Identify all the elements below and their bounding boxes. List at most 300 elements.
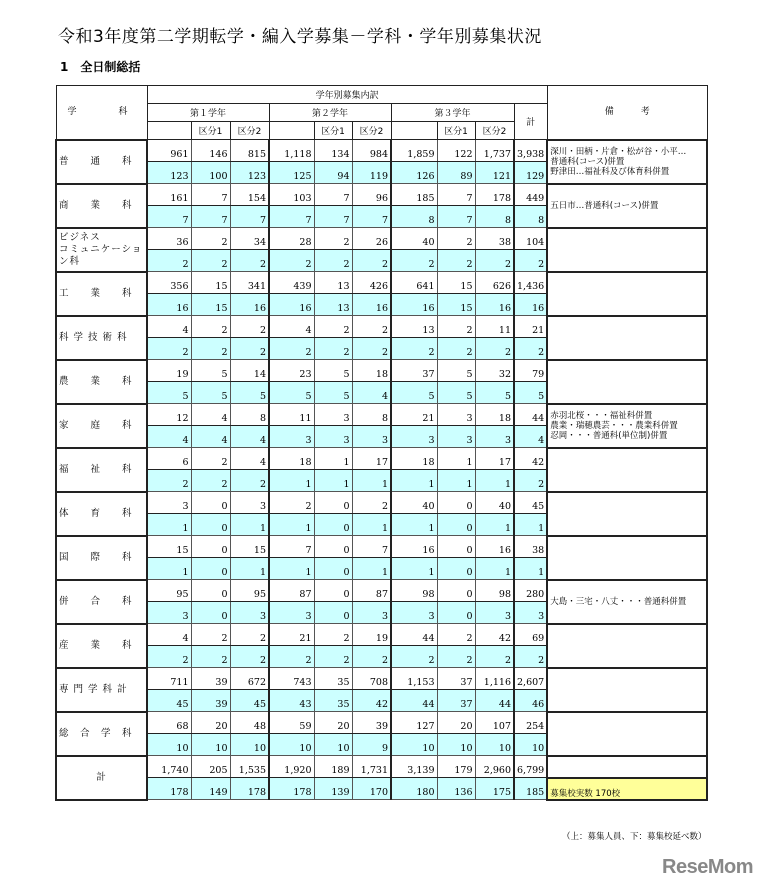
- school-count-cell: 42: [352, 690, 391, 712]
- school-count-cell: 15: [437, 294, 475, 316]
- school-count-cell: 185: [514, 778, 547, 800]
- enrollment-cell: 2: [269, 492, 314, 514]
- enrollment-cell: 16: [475, 536, 514, 558]
- school-count-cell: 4: [230, 426, 269, 448]
- enrollment-cell: 0: [437, 536, 475, 558]
- enrollment-cell: 37: [391, 360, 437, 382]
- enrollment-cell: 5: [437, 360, 475, 382]
- school-count-cell: 1: [391, 470, 437, 492]
- school-count-cell: 1: [352, 514, 391, 536]
- school-count-cell: 1: [230, 558, 269, 580]
- school-count-cell: 3: [147, 602, 191, 624]
- school-count-cell: 3: [437, 426, 475, 448]
- header-div1: 区分1: [191, 122, 230, 140]
- school-count-cell: 170: [352, 778, 391, 800]
- enrollment-cell: 984: [352, 140, 391, 162]
- school-count-cell: 149: [191, 778, 230, 800]
- enrollment-cell: 2: [437, 228, 475, 250]
- school-count-cell: 2: [514, 470, 547, 492]
- school-count-cell: 4: [352, 382, 391, 404]
- enrollment-cell: 15: [147, 536, 191, 558]
- enrollment-cell: 11: [269, 404, 314, 426]
- school-count-cell: 2: [191, 646, 230, 668]
- enrollment-cell: 189: [314, 756, 352, 778]
- school-count-cell: 1: [269, 558, 314, 580]
- school-count-cell: 10: [269, 734, 314, 756]
- school-count-cell: 7: [314, 206, 352, 228]
- school-count-cell: 1: [437, 470, 475, 492]
- school-count-cell: 5: [147, 382, 191, 404]
- school-count-cell: 136: [437, 778, 475, 800]
- school-count-cell: 2: [475, 250, 514, 272]
- school-count-cell: 5: [269, 382, 314, 404]
- enrollment-cell: 2: [314, 316, 352, 338]
- school-count-cell: 45: [230, 690, 269, 712]
- school-count-cell: 119: [352, 162, 391, 184]
- enrollment-cell: 38: [475, 228, 514, 250]
- notes-cell: [547, 668, 707, 712]
- school-total-note: 募集校実数 170校: [547, 778, 707, 800]
- school-count-cell: 2: [514, 250, 547, 272]
- school-count-cell: 15: [191, 294, 230, 316]
- enrollment-cell: 8: [352, 404, 391, 426]
- school-count-cell: 3: [352, 426, 391, 448]
- table-row: [56, 228, 707, 250]
- enrollment-cell: 95: [230, 580, 269, 602]
- enrollment-cell: 21: [391, 404, 437, 426]
- subject-label: 計: [56, 756, 147, 800]
- enrollment-cell: 6: [147, 448, 191, 470]
- school-count-cell: 2: [352, 338, 391, 360]
- enrollment-cell: 16: [391, 536, 437, 558]
- enrollment-cell: 20: [191, 712, 230, 734]
- enrollment-cell: 18: [475, 404, 514, 426]
- school-count-cell: 0: [314, 558, 352, 580]
- table-row: [56, 756, 707, 778]
- school-count-cell: 10: [230, 734, 269, 756]
- school-count-cell: 5: [514, 382, 547, 404]
- enrollment-cell: 32: [475, 360, 514, 382]
- enrollment-cell: 161: [147, 184, 191, 206]
- enrollment-cell: 20: [437, 712, 475, 734]
- enrollment-cell: 2,607: [514, 668, 547, 690]
- enrollment-cell: 17: [352, 448, 391, 470]
- school-count-cell: 10: [314, 734, 352, 756]
- enrollment-cell: 0: [437, 580, 475, 602]
- footnote: （上：募集人員、下：募集校延べ数）: [562, 832, 707, 842]
- enrollment-cell: 19: [352, 624, 391, 646]
- enrollment-cell: 39: [191, 668, 230, 690]
- page-title: 令和3年度第二学期転学・編入学募集－学科・学年別募集状況: [58, 27, 542, 47]
- enrollment-cell: 21: [269, 624, 314, 646]
- school-count-cell: 16: [269, 294, 314, 316]
- enrollment-cell: 2,960: [475, 756, 514, 778]
- school-count-cell: 46: [514, 690, 547, 712]
- notes-cell: 深川・田柄・片倉・松が谷・小平… 普通科(コース)併置 野津田…福祉科及び体育科併置: [547, 140, 707, 184]
- school-count-cell: 1: [352, 470, 391, 492]
- enrollment-cell: 42: [475, 624, 514, 646]
- enrollment-cell: 40: [391, 492, 437, 514]
- school-count-cell: 3: [391, 602, 437, 624]
- enrollment-cell: 35: [314, 668, 352, 690]
- enrollment-cell: 672: [230, 668, 269, 690]
- enrollment-cell: 1: [314, 448, 352, 470]
- enrollment-cell: 98: [391, 580, 437, 602]
- school-count-cell: 2: [147, 250, 191, 272]
- enrollment-cell: 15: [191, 272, 230, 294]
- school-count-cell: 2: [230, 250, 269, 272]
- enrollment-cell: 3,139: [391, 756, 437, 778]
- enrollment-cell: 104: [514, 228, 547, 250]
- table-row: [56, 448, 707, 470]
- enrollment-cell: 38: [514, 536, 547, 558]
- enrollment-cell: 2: [191, 624, 230, 646]
- enrollment-cell: 1,731: [352, 756, 391, 778]
- enrollment-cell: 45: [514, 492, 547, 514]
- school-count-cell: 123: [147, 162, 191, 184]
- school-count-cell: 2: [147, 470, 191, 492]
- header-div2: 区分2: [475, 122, 514, 140]
- enrollment-cell: 8: [230, 404, 269, 426]
- school-count-cell: 8: [514, 206, 547, 228]
- school-count-cell: 2: [191, 470, 230, 492]
- school-count-cell: 1: [147, 514, 191, 536]
- enrollment-cell: 7: [352, 536, 391, 558]
- enrollment-cell: 0: [314, 492, 352, 514]
- resemom-logo: ReseMom: [662, 856, 753, 878]
- enrollment-cell: 2: [230, 624, 269, 646]
- header-div2: 区分2: [230, 122, 269, 140]
- school-count-cell: 4: [147, 426, 191, 448]
- enrollment-cell: 79: [514, 360, 547, 382]
- school-count-cell: 7: [352, 206, 391, 228]
- enrollment-cell: 13: [391, 316, 437, 338]
- header-div1: 区分1: [437, 122, 475, 140]
- table-row-schools: [56, 778, 707, 800]
- enrollment-cell: 626: [475, 272, 514, 294]
- school-count-cell: 0: [437, 558, 475, 580]
- enrollment-cell: 2: [352, 492, 391, 514]
- notes-cell: [547, 624, 707, 668]
- school-count-cell: 94: [314, 162, 352, 184]
- enrollment-cell: 439: [269, 272, 314, 294]
- table-row: [56, 536, 707, 558]
- school-count-cell: 10: [191, 734, 230, 756]
- enrollment-cell: 7: [191, 184, 230, 206]
- table-row: [56, 360, 707, 382]
- school-count-cell: 2: [391, 250, 437, 272]
- enrollment-cell: 1,535: [230, 756, 269, 778]
- enrollment-cell: 0: [314, 536, 352, 558]
- enrollment-cell: 69: [514, 624, 547, 646]
- enrollment-cell: 18: [269, 448, 314, 470]
- enrollment-cell: 107: [475, 712, 514, 734]
- enrollment-cell: 103: [269, 184, 314, 206]
- enrollment-cell: 2: [314, 624, 352, 646]
- school-count-cell: 1: [475, 470, 514, 492]
- header-grade-3: 第３学年: [391, 104, 514, 122]
- enrollment-cell: 815: [230, 140, 269, 162]
- school-count-cell: 178: [230, 778, 269, 800]
- notes-cell: [547, 756, 707, 778]
- school-count-cell: 180: [391, 778, 437, 800]
- notes-cell: [547, 228, 707, 272]
- school-count-cell: 178: [147, 778, 191, 800]
- notes-cell: 赤羽北桜・・・福祉科併置 農業・瑞穂農芸・・・農業科併置 忍岡・・・普通科(単位制)併置: [547, 404, 707, 448]
- enrollment-cell: 12: [147, 404, 191, 426]
- school-count-cell: 1: [269, 514, 314, 536]
- school-count-cell: 7: [437, 206, 475, 228]
- header-div2: 区分2: [352, 122, 391, 140]
- school-count-cell: 0: [191, 514, 230, 536]
- table-row: [56, 272, 707, 294]
- header-div1: 区分1: [314, 122, 352, 140]
- enrollment-cell: 48: [230, 712, 269, 734]
- subject-label: 専 門 学 科 計: [56, 668, 147, 712]
- enrollment-cell: 711: [147, 668, 191, 690]
- school-count-cell: 2: [352, 250, 391, 272]
- enrollment-cell: 6,799: [514, 756, 547, 778]
- enrollment-cell: 178: [475, 184, 514, 206]
- recruitment-table: [55, 85, 708, 801]
- school-count-cell: 2: [269, 250, 314, 272]
- notes-cell: [547, 272, 707, 316]
- enrollment-cell: 743: [269, 668, 314, 690]
- school-count-cell: 2: [514, 646, 547, 668]
- school-count-cell: 125: [269, 162, 314, 184]
- subject-label: 普 通 科: [56, 140, 147, 184]
- enrollment-cell: 341: [230, 272, 269, 294]
- enrollment-cell: 0: [314, 580, 352, 602]
- school-count-cell: 2: [230, 338, 269, 360]
- school-count-cell: 3: [475, 602, 514, 624]
- enrollment-cell: 1,153: [391, 668, 437, 690]
- school-count-cell: 3: [475, 426, 514, 448]
- school-count-cell: 2: [391, 338, 437, 360]
- enrollment-cell: 179: [437, 756, 475, 778]
- enrollment-cell: 127: [391, 712, 437, 734]
- subject-label: 家 庭 科: [56, 404, 147, 448]
- school-count-cell: 8: [391, 206, 437, 228]
- enrollment-cell: 11: [475, 316, 514, 338]
- enrollment-cell: 37: [437, 668, 475, 690]
- enrollment-cell: 19: [147, 360, 191, 382]
- school-count-cell: 7: [269, 206, 314, 228]
- enrollment-cell: 1: [437, 448, 475, 470]
- header-grade-2: 第２学年: [269, 104, 391, 122]
- school-count-cell: 2: [230, 646, 269, 668]
- school-count-cell: 121: [475, 162, 514, 184]
- enrollment-cell: 2: [352, 316, 391, 338]
- school-count-cell: 37: [437, 690, 475, 712]
- school-count-cell: 1: [475, 558, 514, 580]
- school-count-cell: 44: [475, 690, 514, 712]
- enrollment-cell: 4: [147, 316, 191, 338]
- school-count-cell: 16: [391, 294, 437, 316]
- school-count-cell: 45: [147, 690, 191, 712]
- enrollment-cell: 13: [314, 272, 352, 294]
- notes-cell: [547, 316, 707, 360]
- enrollment-cell: 185: [391, 184, 437, 206]
- enrollment-cell: 1,737: [475, 140, 514, 162]
- school-count-cell: 9: [352, 734, 391, 756]
- school-count-cell: 1: [391, 514, 437, 536]
- school-count-cell: 5: [230, 382, 269, 404]
- enrollment-cell: 40: [475, 492, 514, 514]
- school-count-cell: 2: [147, 646, 191, 668]
- enrollment-cell: 708: [352, 668, 391, 690]
- enrollment-cell: 641: [391, 272, 437, 294]
- enrollment-cell: 18: [352, 360, 391, 382]
- enrollment-cell: 44: [391, 624, 437, 646]
- enrollment-cell: 87: [269, 580, 314, 602]
- school-count-cell: 139: [314, 778, 352, 800]
- enrollment-cell: 4: [269, 316, 314, 338]
- enrollment-cell: 254: [514, 712, 547, 734]
- school-count-cell: 5: [314, 382, 352, 404]
- enrollment-cell: 2: [230, 316, 269, 338]
- table-row: [56, 712, 707, 734]
- notes-cell: [547, 492, 707, 536]
- school-count-cell: 2: [314, 250, 352, 272]
- table-row: [56, 184, 707, 206]
- school-count-cell: 1: [269, 470, 314, 492]
- enrollment-cell: 14: [230, 360, 269, 382]
- school-count-cell: 2: [191, 338, 230, 360]
- school-count-cell: 3: [230, 602, 269, 624]
- subject-label: 併 合 科: [56, 580, 147, 624]
- school-count-cell: 2: [437, 338, 475, 360]
- enrollment-cell: 2: [191, 316, 230, 338]
- school-count-cell: 7: [230, 206, 269, 228]
- school-count-cell: 2: [437, 250, 475, 272]
- enrollment-cell: 42: [514, 448, 547, 470]
- table-row: [56, 316, 707, 338]
- school-count-cell: 2: [191, 250, 230, 272]
- table-row: [56, 404, 707, 426]
- school-count-cell: 1: [352, 558, 391, 580]
- school-count-cell: 10: [514, 734, 547, 756]
- school-count-cell: 16: [475, 294, 514, 316]
- school-count-cell: 0: [437, 602, 475, 624]
- enrollment-cell: 20: [314, 712, 352, 734]
- school-count-cell: 10: [147, 734, 191, 756]
- school-count-cell: 16: [514, 294, 547, 316]
- header-breakdown: 学年別募集内訳: [147, 86, 547, 104]
- enrollment-cell: 1,859: [391, 140, 437, 162]
- header-notes: 備 考: [547, 86, 707, 140]
- enrollment-cell: 23: [269, 360, 314, 382]
- header-total: 計: [514, 104, 547, 140]
- enrollment-cell: 4: [191, 404, 230, 426]
- school-count-cell: 3: [269, 426, 314, 448]
- school-count-cell: 3: [314, 426, 352, 448]
- school-count-cell: 2: [230, 470, 269, 492]
- school-count-cell: 1: [475, 514, 514, 536]
- school-count-cell: 4: [514, 426, 547, 448]
- enrollment-cell: 15: [230, 536, 269, 558]
- enrollment-cell: 28: [269, 228, 314, 250]
- school-count-cell: 5: [437, 382, 475, 404]
- header-subject: 学 科: [56, 86, 147, 140]
- school-count-cell: 13: [314, 294, 352, 316]
- enrollment-cell: 3: [437, 404, 475, 426]
- enrollment-cell: 3: [230, 492, 269, 514]
- subject-label: 国 際 科: [56, 536, 147, 580]
- school-count-cell: 10: [437, 734, 475, 756]
- school-count-cell: 3: [269, 602, 314, 624]
- enrollment-cell: 44: [514, 404, 547, 426]
- table-row: [56, 668, 707, 690]
- enrollment-cell: 122: [437, 140, 475, 162]
- enrollment-cell: 15: [437, 272, 475, 294]
- subject-label: 商 業 科: [56, 184, 147, 228]
- enrollment-cell: 2: [437, 624, 475, 646]
- enrollment-cell: 21: [514, 316, 547, 338]
- enrollment-cell: 87: [352, 580, 391, 602]
- school-count-cell: 1: [314, 470, 352, 492]
- enrollment-cell: 5: [314, 360, 352, 382]
- enrollment-cell: 1,740: [147, 756, 191, 778]
- header-blank: [269, 122, 314, 140]
- school-count-cell: 35: [314, 690, 352, 712]
- school-count-cell: 5: [391, 382, 437, 404]
- enrollment-cell: 98: [475, 580, 514, 602]
- subject-label: 体 育 科: [56, 492, 147, 536]
- school-count-cell: 2: [314, 646, 352, 668]
- school-count-cell: 2: [475, 646, 514, 668]
- school-count-cell: 16: [147, 294, 191, 316]
- enrollment-cell: 205: [191, 756, 230, 778]
- enrollment-cell: 0: [191, 580, 230, 602]
- enrollment-cell: 26: [352, 228, 391, 250]
- enrollment-cell: 961: [147, 140, 191, 162]
- enrollment-cell: 40: [391, 228, 437, 250]
- table-row: [56, 624, 707, 646]
- school-count-cell: 0: [191, 558, 230, 580]
- school-count-cell: 2: [352, 646, 391, 668]
- enrollment-cell: 3: [147, 492, 191, 514]
- school-count-cell: 2: [269, 646, 314, 668]
- enrollment-cell: 39: [352, 712, 391, 734]
- school-count-cell: 1: [514, 514, 547, 536]
- enrollment-cell: 36: [147, 228, 191, 250]
- school-count-cell: 5: [475, 382, 514, 404]
- enrollment-cell: 4: [230, 448, 269, 470]
- notes-cell: [547, 360, 707, 404]
- notes-cell: 大島・三宅・八丈・・・普通科併置: [547, 580, 707, 624]
- enrollment-cell: 0: [191, 492, 230, 514]
- school-count-cell: 43: [269, 690, 314, 712]
- subject-label: 科 学 技 術 科: [56, 316, 147, 360]
- school-count-cell: 7: [191, 206, 230, 228]
- school-count-cell: 0: [191, 602, 230, 624]
- enrollment-cell: 0: [191, 536, 230, 558]
- school-count-cell: 1: [391, 558, 437, 580]
- school-count-cell: 178: [269, 778, 314, 800]
- school-count-cell: 100: [191, 162, 230, 184]
- subject-label: 農 業 科: [56, 360, 147, 404]
- notes-cell: [547, 536, 707, 580]
- enrollment-cell: 280: [514, 580, 547, 602]
- school-count-cell: 1: [514, 558, 547, 580]
- subject-label: 工 業 科: [56, 272, 147, 316]
- notes-cell: 五日市…普通科(コース)併置: [547, 184, 707, 228]
- header-blank: [147, 122, 191, 140]
- enrollment-cell: 3,938: [514, 140, 547, 162]
- school-count-cell: 16: [352, 294, 391, 316]
- enrollment-cell: 18: [391, 448, 437, 470]
